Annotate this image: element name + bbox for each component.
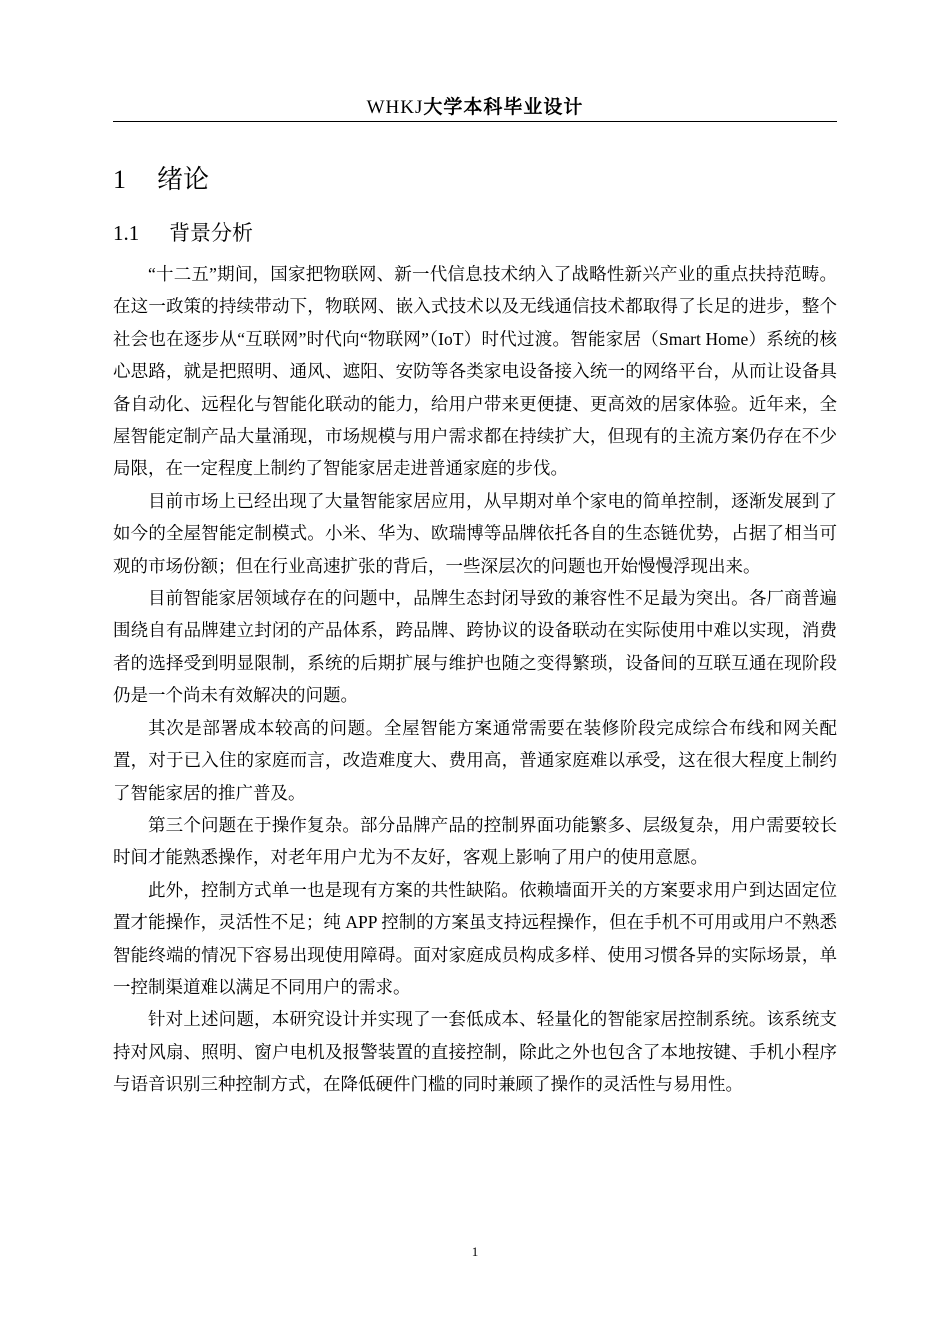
paragraph: 此外，控制方式单一也是现有方案的共性缺陷。依赖墙面开关的方案要求用户到达固定位置才能操作，灵活性不足；纯 APP 控制的方案虽支持远程操作，但在手机不可用或用户不熟悉智能终端的情况下容易出现使用障碍。面对家庭成员构成多样、使用习惯各异的实际场景，单一控制渠道难以满足不同用户的需求。	[113, 879, 837, 997]
paragraph: 针对上述问题，本研究设计并实现了一套低成本、轻量化的智能家居控制系统。该系统支持对风扇、照明、窗户电机及报警装置的直接控制，除此之外也包含了本地按键、手机小程序与语音识别三种控制方式，在降低硬件门槛的同时兼顾了操作的灵活性与易用性。	[113, 1009, 837, 1095]
paragraph: 目前智能家居领域存在的问题中，品牌生态封闭导致的兼容性不足最为突出。各厂商普遍围绕自有品牌建立封闭的产品体系，跨品牌、跨协议的设备联动在实际使用中难以实现，消费者的选择受到明显限制，系统的后期扩展与维护也随之变得繁琐，设备间的互联互通在现阶段仍是一个尚未有效解决的问题。	[113, 588, 837, 706]
paragraph: “十二五”期间，国家把物联网、新一代信息技术纳入了战略性新兴产业的重点扶持范畴。在这一政策的持续带动下，物联网、嵌入式技术以及无线通信技术都取得了长足的进步，整个社会也在逐步从“互联网”时代向“物联网”（IoT）时代过渡。智能家居（Smart Home）系统的核心思路，就是把照明、通风、遮阳、安防等各类家电设备接入统一的网络平台，从而让设备具备自动化、远程化与智能化联动的能力，给用户带来更便捷、更高效的居家体验。近年来，全屋智能定制产品大量涌现，市场规模与用户需求都在持续扩大，但现有的主流方案仍存在不少局限，在一定程度上制约了智能家居走进普通家庭的步伐。	[113, 264, 837, 479]
chapter-number: 1	[113, 165, 126, 194]
header-abbr: WHKJ	[366, 97, 424, 118]
paragraph: 其次是部署成本较高的问题。全屋智能方案通常需要在装修阶段完成综合布线和网关配置，对于已入住的家庭而言，改造难度大、费用高，普通家庭难以承受，这在很大程度上制约了智能家居的推广普及。	[113, 717, 837, 803]
section-heading	[113, 218, 253, 248]
section-title: 背景分析	[169, 221, 253, 245]
chapter-title: 绪论	[157, 165, 210, 194]
paragraph: 第三个问题在于操作复杂。部分品牌产品的控制界面功能繁多、层级复杂，用户需要较长时间才能熟悉操作，对老年用户尤为不友好，客观上影响了用户的使用意愿。	[113, 814, 837, 868]
page-number: 1	[471, 1244, 479, 1259]
header-title: 大学本科毕业设计	[423, 96, 584, 118]
chapter-heading	[113, 163, 209, 197]
paragraph: 目前市场上已经出现了大量智能家居应用，从早期对单个家电的简单控制，逐渐发展到了如今的全屋智能定制模式。小米、华为、欧瑞博等品牌依托各自的生态链优势，占据了相当可观的市场份额；但在行业高速扩张的背后，一些深层次的问题也开始慢慢浮现出来。	[113, 490, 837, 576]
body-text	[113, 258, 837, 1101]
section-number: 1.1	[113, 221, 140, 245]
header-rule	[113, 121, 837, 122]
page-header	[113, 92, 837, 119]
